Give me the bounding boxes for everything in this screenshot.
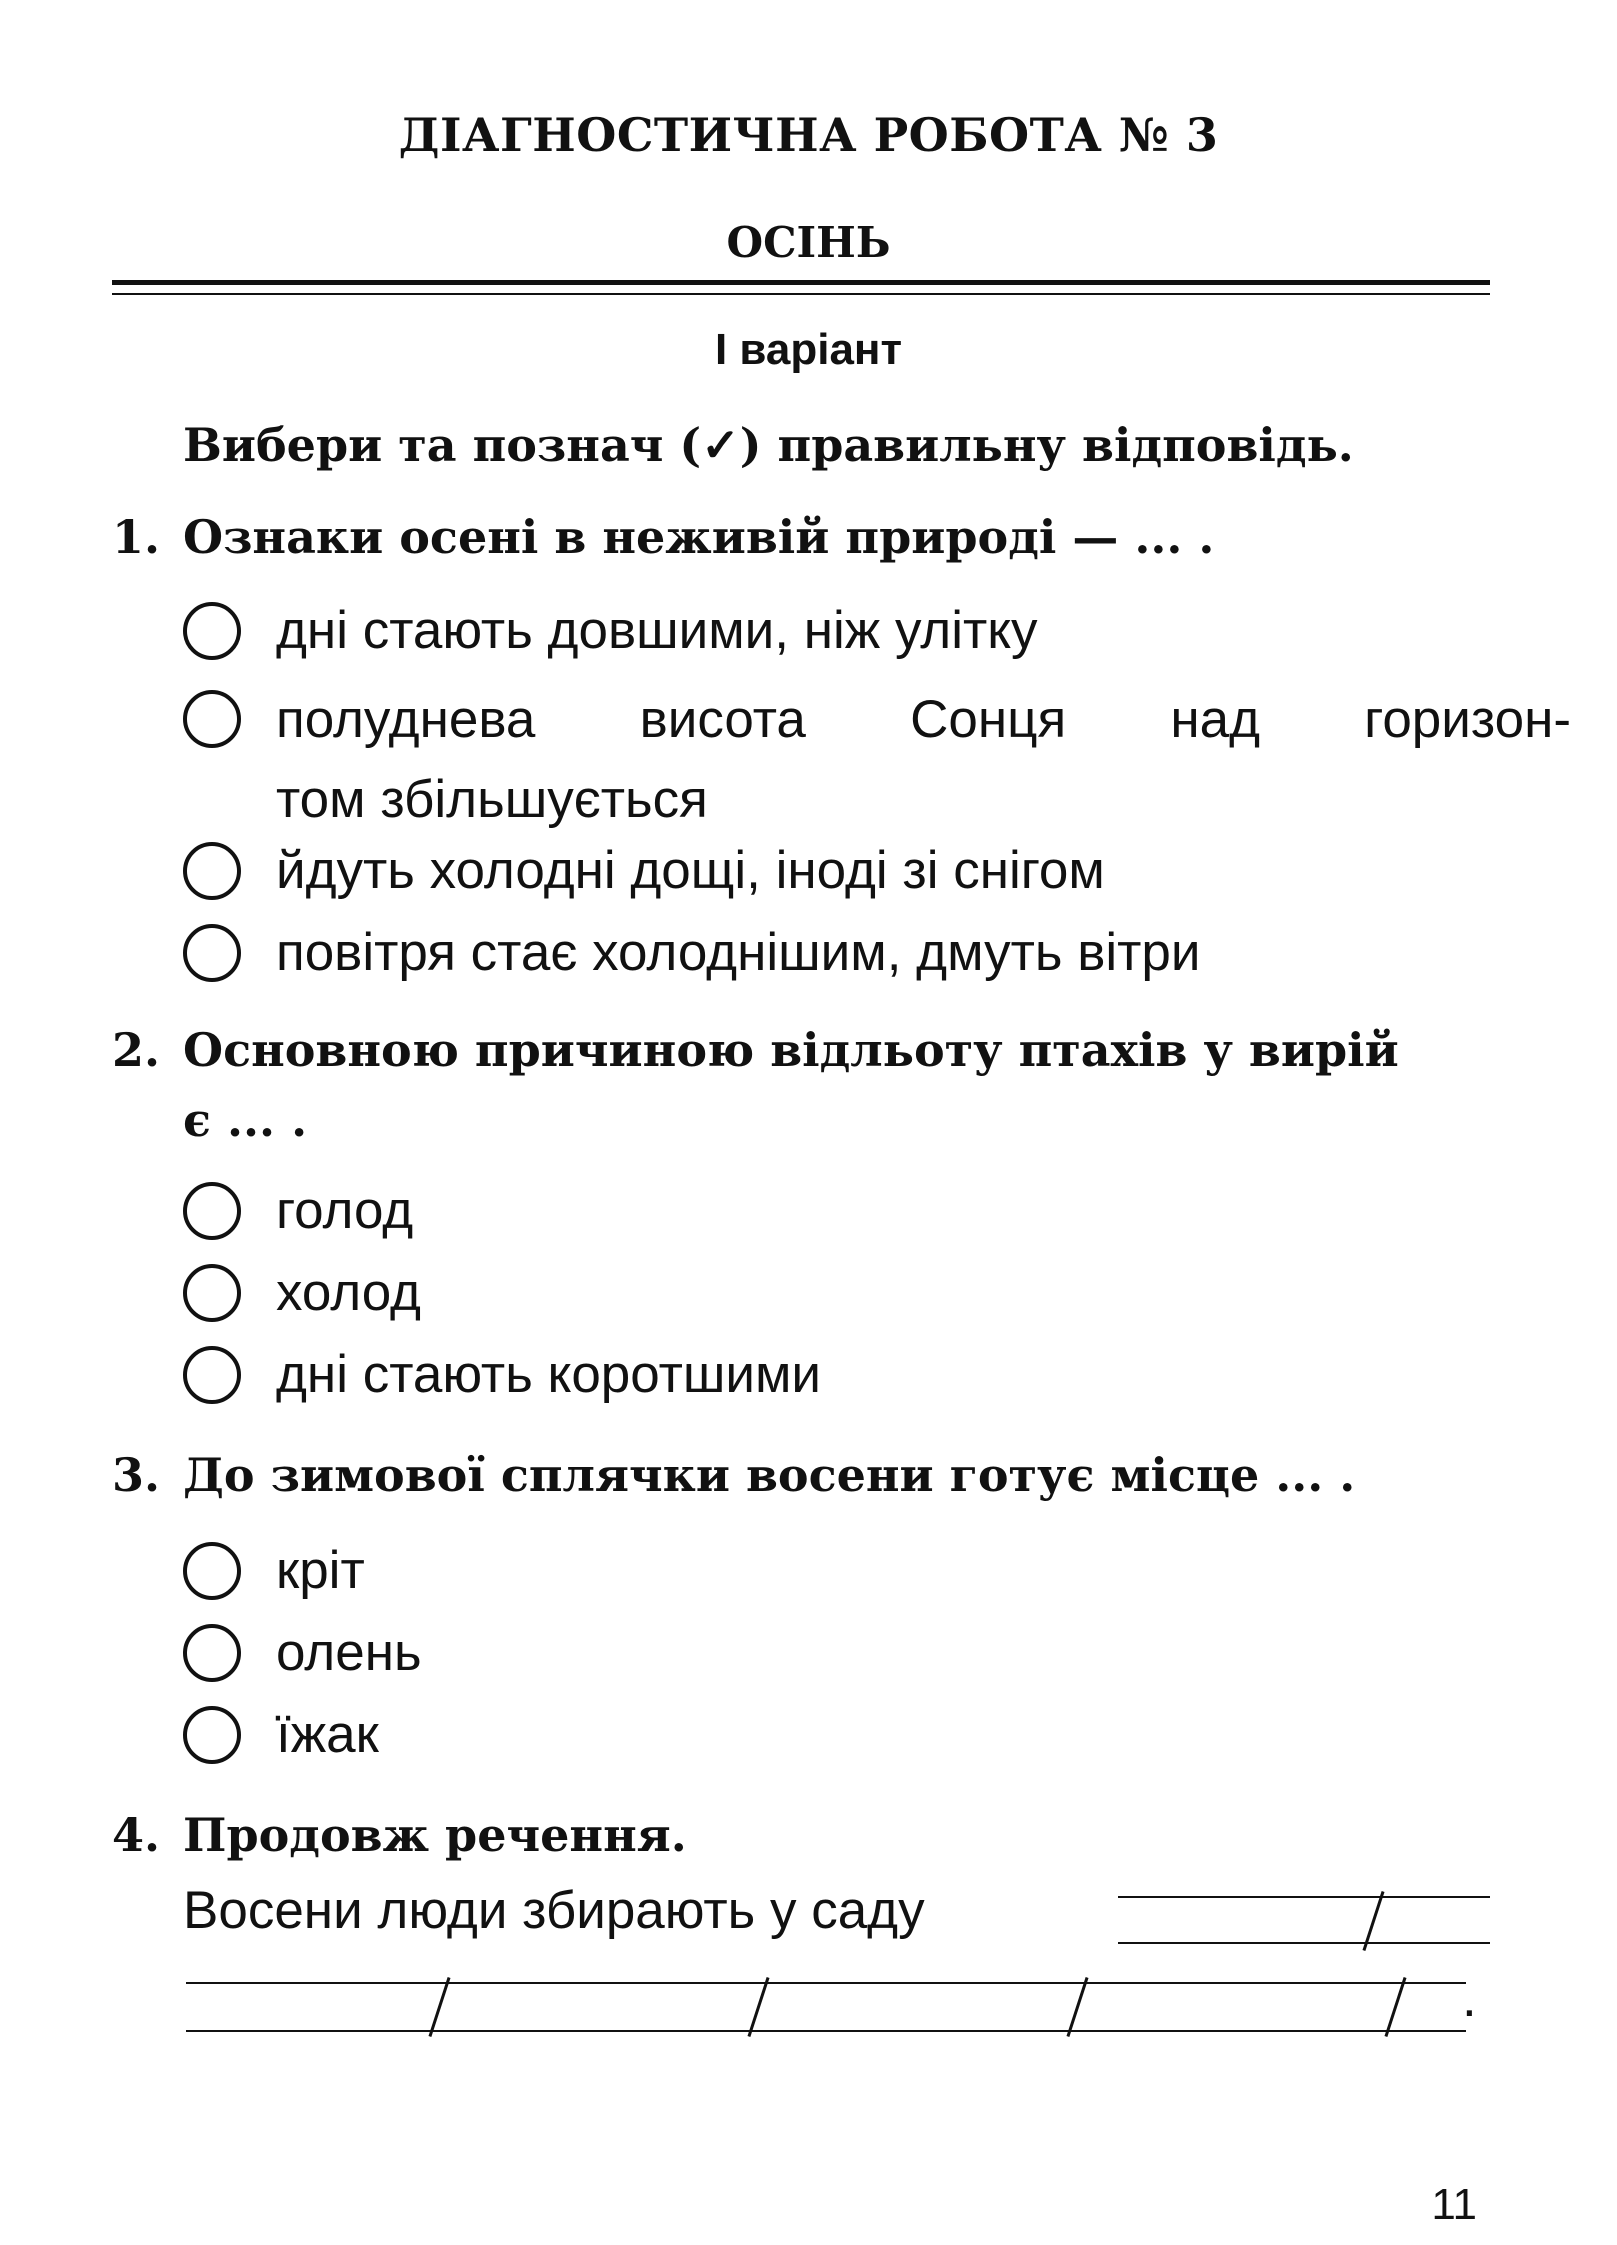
page-number: 11 [1431, 2180, 1477, 2229]
option-label: йдуть холодні дощі, іноді зі снігом [276, 841, 1105, 900]
option-label: голод [276, 1181, 414, 1240]
sentence-end-mark: . [1462, 1969, 1477, 2028]
option-label: кріт [276, 1541, 365, 1600]
option-label-line-2: том збільшується [276, 770, 708, 829]
page-subtitle: ОСІНЬ [726, 218, 891, 267]
option-label: дні стають довшими, ніж улітку [276, 601, 1038, 660]
question-2-number: 2. [112, 1023, 161, 1077]
question-1-option-3[interactable] [183, 838, 1105, 904]
answer-circle[interactable] [183, 602, 241, 660]
question-3-option-3[interactable] [183, 1702, 379, 1768]
slash-mark [1384, 1977, 1406, 2037]
answer-circle[interactable] [183, 1542, 241, 1600]
question-2-option-2[interactable] [183, 1260, 421, 1326]
question-4-number: 4. [112, 1808, 161, 1862]
answer-circle[interactable] [183, 1182, 241, 1240]
answer-line [1118, 1942, 1490, 1944]
answer-circle[interactable] [183, 1624, 241, 1682]
option-label: олень [276, 1623, 422, 1682]
question-3-number: 3. [112, 1448, 161, 1502]
question-2-option-3[interactable] [183, 1342, 821, 1408]
option-label-line-1: полуднева висота Сонця над горизон- [276, 690, 1571, 749]
slash-mark [1066, 1977, 1088, 2037]
instruction-text: Вибери та познач (✓) правильну відповідь. [183, 418, 1354, 472]
question-1-option-2[interactable] [183, 680, 1571, 830]
question-1-text: Ознаки осені в неживій природі — ... . [183, 510, 1215, 564]
slash-mark [428, 1977, 450, 2037]
answer-line [186, 1982, 1466, 1984]
option-label: їжак [276, 1705, 379, 1764]
question-4-text: Продовж речення. [183, 1808, 687, 1862]
answer-line [1118, 1896, 1490, 1898]
header-rule-thick [112, 280, 1490, 285]
header-rule-thin [112, 293, 1490, 295]
answer-circle[interactable] [183, 924, 241, 982]
question-2-text-line-2: є ... . [183, 1093, 308, 1147]
question-1-number: 1. [112, 510, 161, 564]
page-title: ДІАГНОСТИЧНА РОБОТА № 3 [398, 108, 1219, 162]
slash-mark [747, 1977, 769, 2037]
answer-circle[interactable] [183, 842, 241, 900]
answer-line [186, 2030, 1466, 2032]
question-2-option-1[interactable] [183, 1178, 413, 1244]
option-label: повітря стає холоднішим, дмуть вітри [276, 923, 1201, 982]
option-label: холод [276, 1263, 421, 1322]
answer-circle[interactable] [183, 1264, 241, 1322]
question-1-option-4[interactable] [183, 920, 1201, 986]
question-3-option-1[interactable] [183, 1538, 365, 1604]
answer-circle[interactable] [183, 1346, 241, 1404]
sentence-start: Восени люди збирають у саду [183, 1881, 925, 1940]
answer-circle[interactable] [183, 690, 241, 748]
answer-circle[interactable] [183, 1706, 241, 1764]
question-1-option-1[interactable] [183, 598, 1038, 664]
option-label: дні стають коротшими [276, 1345, 822, 1404]
question-2-text-line-1: Основною причиною відльоту птахів у вирій [183, 1023, 1399, 1077]
question-3-text: До зимової сплячки восени готує місце ... . [183, 1448, 1356, 1502]
question-3-option-2[interactable] [183, 1620, 422, 1686]
variant-label: І варіант [714, 325, 903, 374]
